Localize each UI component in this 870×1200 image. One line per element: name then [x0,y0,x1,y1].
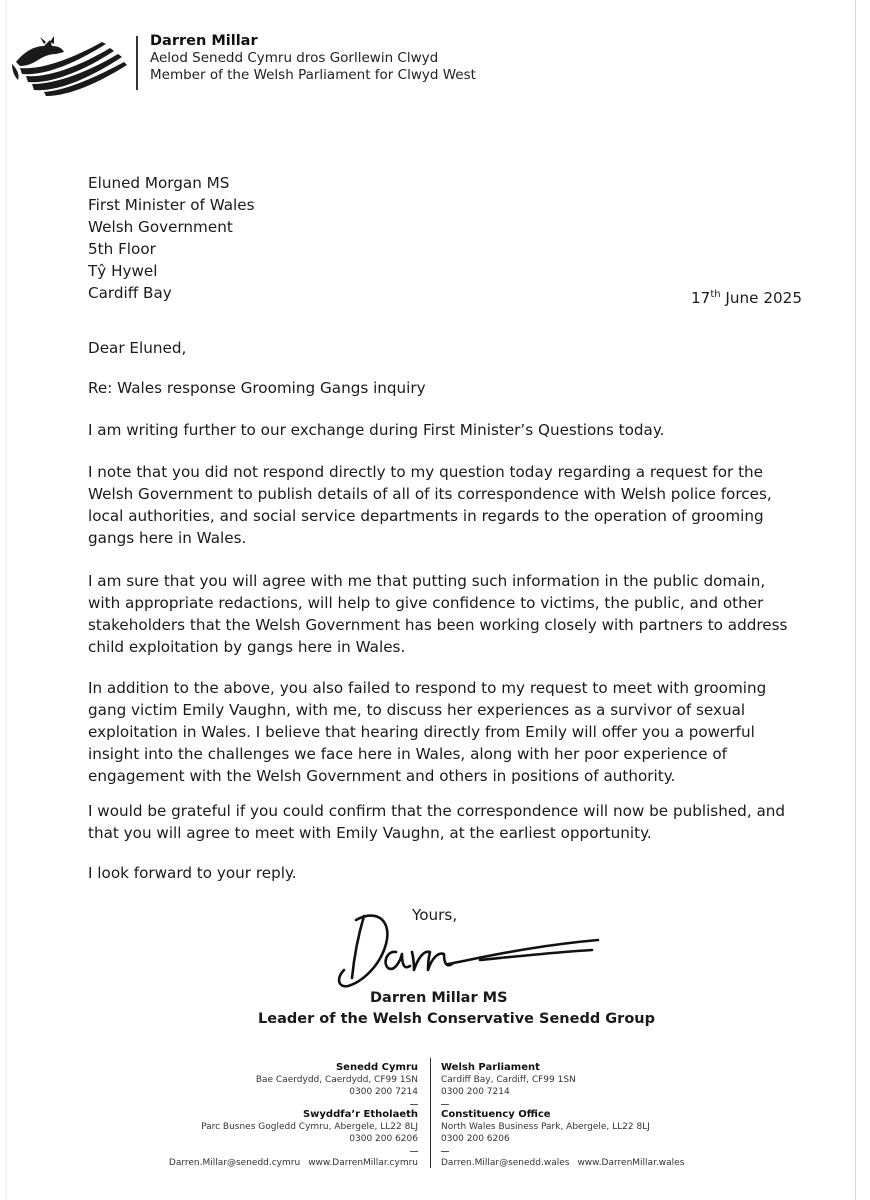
footer-heading: Welsh Parliament [441,1062,540,1073]
footer-address: Cardiff Bay, Cardiff, CF99 1SN [441,1075,576,1085]
footer-heading: Senedd Cymru [335,1062,418,1073]
paragraph: I am writing further to our exchange during First Minister’s Questions today. [88,421,665,439]
paragraph: I look forward to your reply. [88,864,297,882]
footer-dash [441,1151,449,1152]
dragon-logo-icon [10,34,128,96]
footer-address: Parc Busnes Gogledd Cymru, Abergele, LL22 8LJ [201,1122,418,1132]
recipient-address [88,172,255,304]
address-line: Cardiff Bay [88,284,172,302]
address-line: First Minister of Wales [88,196,255,214]
letterhead-welsh-title: Aelod Senedd Cymru dros Gorllewin Clwyd [150,50,439,66]
footer-constituency-office [441,1109,650,1157]
website-link[interactable]: www.DarrenMillar.wales [577,1158,685,1168]
footer-phone: 0300 200 7214 [349,1087,418,1097]
date-suffix: th [710,288,721,300]
paragraph: In addition to the above, you also failed to respond to my request to meet with grooming gang victim Emily Vaughn, with me, to discuss her experiences as a survivor of sexual exploitation in Wales. I believe that hearing directly from Emily will offer you a powerful insight into the challenges we face here in Wales, along with her poor experience of engagement with the Welsh Government and others in positions of authority. [88,679,767,785]
address-line: Eluned Morgan MS [88,174,230,192]
salutation: Dear Eluned, [88,339,187,357]
letterhead-divider [136,36,138,90]
address-line: 5th Floor [88,240,156,258]
date-rest: June 2025 [720,289,802,307]
signatory-name: Darren Millar MS [370,990,508,1006]
footer-phone: 0300 200 6206 [349,1134,418,1144]
paragraph: I note that you did not respond directly to my question today regarding a request for the Welsh Government to publish details of all of its correspondence with Welsh police forces, local authorities, and social service departments in regards to the operation of grooming gangs here in Wales. [88,463,772,547]
letterhead-name: Darren Millar [150,33,258,49]
page-edge-right [855,0,856,1200]
footer-phone: 0300 200 6206 [441,1134,510,1144]
footer-welsh-parliament [441,1062,576,1110]
page-edge-left [6,0,7,1200]
paragraph: I am sure that you will agree with me that putting such information in the public domain, with appropriate redactions, will help to give confidence to victims, the public, and other stakeholders that the Welsh Government has been working closely with partners to address child exploitation by gangs here in Wales. [88,572,788,656]
footer-heading: Swyddfa’r Etholaeth [302,1109,418,1120]
footer-divider [430,1058,431,1168]
footer-address: North Wales Business Park, Abergele, LL22 8LJ [441,1122,650,1132]
footer-senedd-cymru [256,1062,418,1110]
footer-dash [441,1104,449,1105]
paragraph: I would be grateful if you could confirm that the correspondence will now be published, and that you will agree to meet with Emily Vaughn, at the earliest opportunity. [88,802,786,842]
footer-address: Bae Caerdydd, Caerdydd, CF99 1SN [255,1075,418,1085]
footer-phone: 0300 200 7214 [441,1087,510,1097]
letterhead-english-title: Member of the Welsh Parliament for Clwyd West [150,67,476,83]
letter-date [691,287,802,309]
address-line: Tŷ Hywel [88,262,158,280]
signatory-role: Leader of the Welsh Conservative Senedd Group [258,1011,655,1027]
footer-contact-english [441,1158,684,1168]
footer-contact-welsh [169,1158,418,1168]
subject-line: Re: Wales response Grooming Gangs inquiry [88,379,426,397]
date-day: 17 [691,289,711,307]
email-link[interactable]: Darren.Millar@senedd.cymru [168,1158,301,1168]
footer-dash [410,1104,418,1105]
footer-heading: Constituency Office [441,1109,551,1120]
email-link[interactable]: Darren.Millar@senedd.wales [441,1158,570,1168]
footer-dash [410,1151,418,1152]
closing: Yours, [412,906,458,924]
footer-swyddfa [201,1109,418,1157]
handwritten-signature [330,906,605,994]
website-link[interactable]: www.DarrenMillar.cymru [308,1158,418,1168]
address-line: Welsh Government [88,218,233,236]
